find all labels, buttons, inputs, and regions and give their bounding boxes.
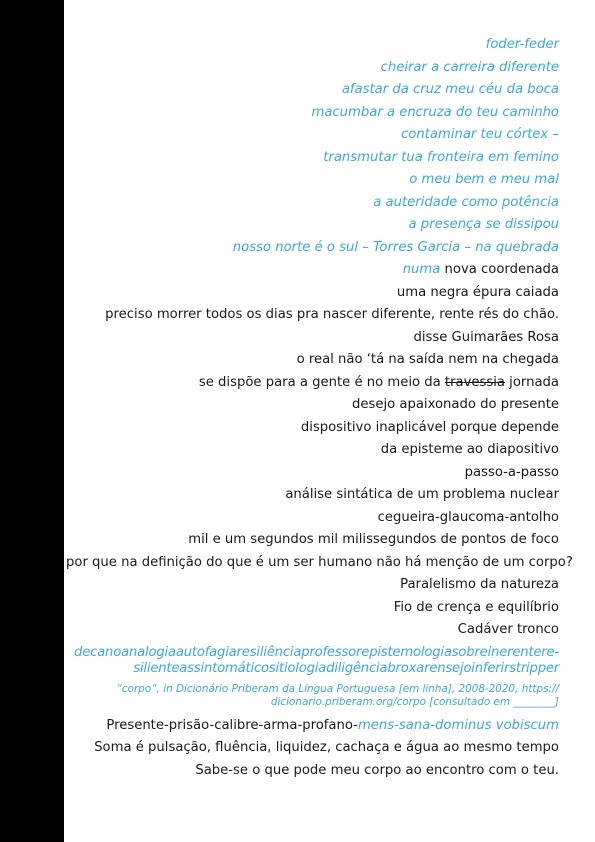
reference-line: dicionario.priberam.org/corpo [consultado em ________] bbox=[270, 695, 559, 708]
poem-line: passo-a-passo bbox=[464, 464, 559, 480]
poem-line: disse Guimarães Rosa bbox=[413, 329, 559, 345]
poem-line: Sabe-se o que pode meu corpo ao encontro com o teu. bbox=[195, 762, 559, 778]
long-compound-word bbox=[66, 645, 559, 677]
poem-line: análise sintática de um problema nuclear bbox=[285, 487, 559, 502]
poem-line bbox=[66, 372, 559, 395]
poem-line: nosso norte é o sul – Torres Garcia – na quebrada bbox=[232, 239, 559, 255]
accent-word: numa bbox=[402, 262, 441, 277]
poem-body bbox=[66, 34, 573, 782]
poem-line: cheirar a carreira diferente bbox=[380, 59, 559, 75]
poem-line: mil e um segundos mil milissegundos de pontos de foco bbox=[188, 532, 559, 547]
line-text: jornada bbox=[504, 374, 559, 390]
long-word-part: silienteassintomáticositiologiadiligênciabroxarensejoinferirstripper bbox=[133, 660, 559, 676]
accent-phrase: mens-sana-dominus vobiscum bbox=[357, 717, 559, 733]
long-word-part: decanoanalogiaautofagiaresiliênciaprofessorepistemologiasobreinerentere- bbox=[74, 644, 559, 660]
poem-line: Soma é pulsação, fluência, liquidez, cachaça e água ao mesmo tempo bbox=[94, 740, 559, 755]
poem-line: dispositivo inaplicável porque depende bbox=[300, 419, 559, 435]
poem-line: desejo apaixonado do presente bbox=[351, 397, 559, 412]
poem-line: Cadáver tronco bbox=[457, 622, 559, 637]
poem-line: a presença se dissipou bbox=[408, 217, 559, 232]
poem-line: da episteme ao diapositivo bbox=[380, 442, 559, 457]
poem-line: macumbar a encruza do teu caminho bbox=[311, 104, 559, 120]
struck-word: travessia bbox=[444, 374, 505, 390]
poem-line: uma negra épura caiada bbox=[396, 284, 559, 300]
poem-line: transmutar tua fronteira em femino bbox=[323, 149, 559, 165]
poem-line: foder-feder bbox=[485, 37, 559, 52]
line-text: se dispõe para a gente é no meio da bbox=[198, 374, 445, 390]
poem-line: contaminar teu córtex – bbox=[401, 127, 559, 142]
poem-line bbox=[66, 259, 559, 282]
dictionary-reference bbox=[66, 683, 559, 709]
poem-line: preciso morrer todos os dias pra nascer diferente, rente rés do chão. bbox=[105, 307, 559, 322]
poem-line: por que na definição do que é um ser humano não há menção de um corpo? bbox=[66, 554, 573, 570]
poem-line: afastar da cruz meu céu da boca bbox=[341, 82, 559, 97]
poem-line: a auteridade como potência bbox=[373, 194, 559, 210]
poem-line: Fio de crença e equilíbrio bbox=[393, 599, 559, 615]
reference-line: “corpo”, in Dicionário Priberam da Língua Portuguesa [em linha], 2008-2020, https:// bbox=[116, 682, 559, 695]
left-black-edge bbox=[0, 0, 64, 842]
line-text: Presente-prisão-calibre-arma-profano- bbox=[106, 717, 358, 733]
poem-line: cegueira-glaucoma-antolho bbox=[377, 509, 559, 525]
poem-line: Paralelismo da natureza bbox=[400, 577, 559, 592]
poem-line: o meu bem e meu mal bbox=[409, 172, 559, 187]
poem-line bbox=[66, 715, 559, 738]
poem-line: o real não ‘tá na saída nem na chegada bbox=[296, 352, 559, 367]
line-text: nova coordenada bbox=[440, 262, 559, 277]
